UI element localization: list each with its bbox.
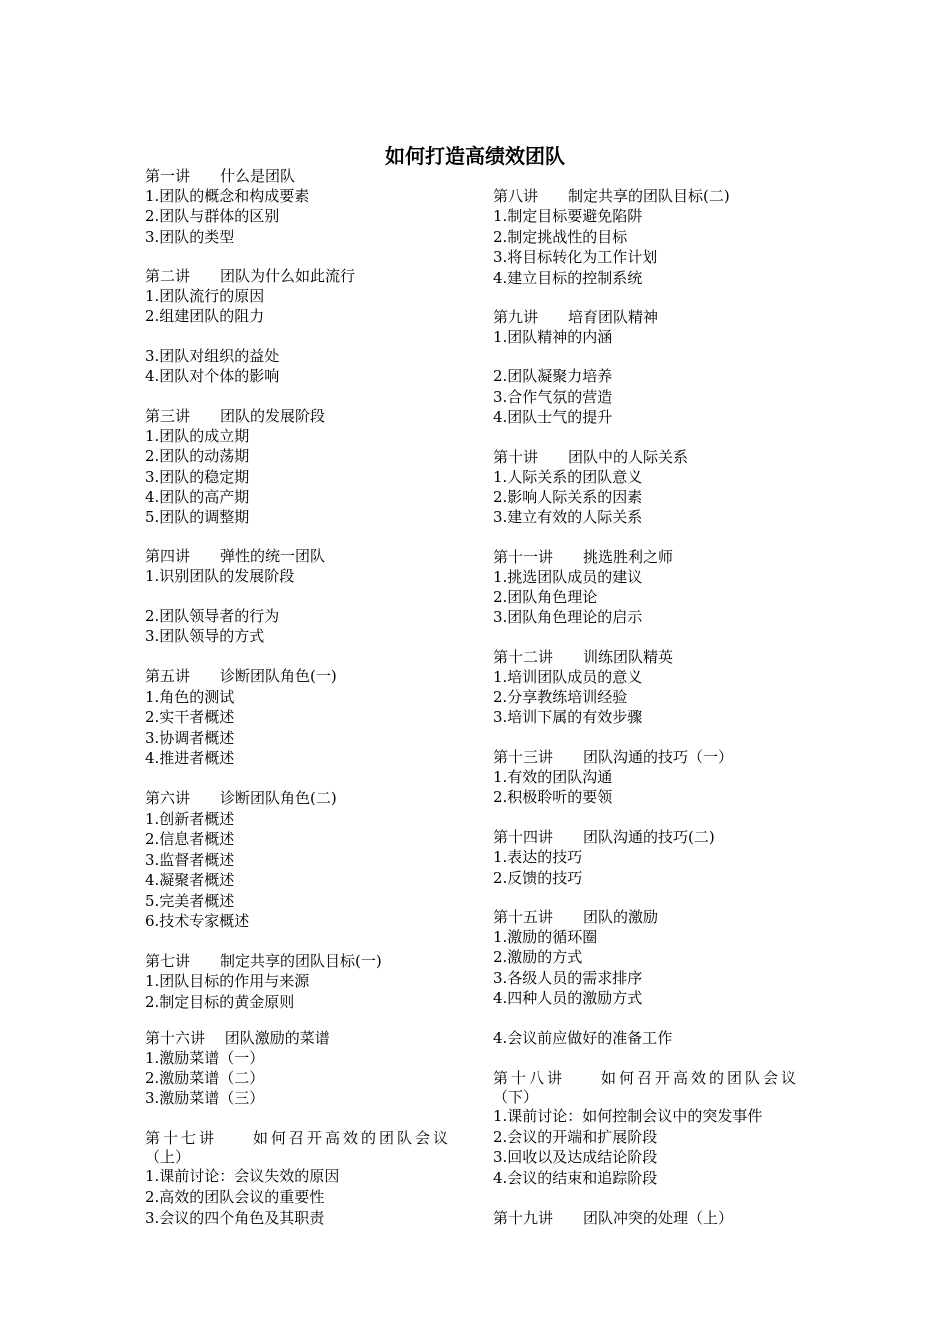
lecture-heading: 第七讲 制定共享的团队目标(一) — [145, 952, 382, 970]
list-item: 2.团队凝聚力培养 — [493, 367, 613, 385]
list-item: 3.将目标转化为工作计划 — [493, 248, 658, 266]
lecture-heading: 第十八讲 如何召开高效的团队会议 — [493, 1069, 800, 1087]
list-item: 1.识别团队的发展阶段 — [145, 567, 295, 585]
list-item: 4.四种人员的激励方式 — [493, 989, 643, 1007]
lecture-heading: 第六讲 诊断团队角色(二) — [145, 789, 337, 807]
list-item: 1.有效的团队沟通 — [493, 768, 613, 786]
list-item: 1.激励菜谱（一） — [145, 1049, 265, 1067]
list-item: 1.团队的成立期 — [145, 427, 250, 445]
lecture-heading: 第五讲 诊断团队角色(一) — [145, 667, 337, 685]
list-item: 1.培训团队成员的意义 — [493, 668, 643, 686]
list-item: 2.高效的团队会议的重要性 — [145, 1188, 325, 1206]
list-item: 1.制定目标要避免陷阱 — [493, 207, 643, 225]
list-item: 4.会议前应做好的准备工作 — [493, 1029, 673, 1047]
list-item: 2.实干者概述 — [145, 708, 235, 726]
lecture-heading: 第九讲 培育团队精神 — [493, 308, 659, 326]
list-item: 1.团队的概念和构成要素 — [145, 187, 310, 205]
list-item: 5.团队的调整期 — [145, 508, 250, 526]
lecture-heading: 第十九讲 团队冲突的处理（上） — [493, 1209, 734, 1227]
list-item: 3.回收以及达成结论阶段 — [493, 1148, 658, 1166]
list-item: 6.技术专家概述 — [145, 912, 250, 930]
list-item: 3.团队领导的方式 — [145, 627, 265, 645]
list-item: 2.组建团队的阻力 — [145, 307, 265, 325]
list-item: 1.团队流行的原因 — [145, 287, 265, 305]
list-item: 3.激励菜谱（三） — [145, 1089, 265, 1107]
lecture-heading: 第八讲 制定共享的团队目标(二) — [493, 187, 730, 205]
lecture-heading: 第十五讲 团队的激励 — [493, 908, 659, 926]
list-item: 3.团队角色理论的启示 — [493, 608, 643, 626]
list-item: 1.团队精神的内涵 — [493, 328, 613, 346]
lecture-heading-continued: （上） — [145, 1148, 191, 1166]
list-item: 3.监督者概述 — [145, 851, 235, 869]
list-item: 2.反馈的技巧 — [493, 869, 583, 887]
lecture-heading: 第十三讲 团队沟通的技巧（一） — [493, 748, 734, 766]
list-item: 3.协调者概述 — [145, 729, 235, 747]
lecture-heading: 第一讲 什么是团队 — [145, 167, 296, 185]
list-item: 2.积极聆听的要领 — [493, 788, 613, 806]
list-item: 1.课前讨论：会议失效的原因 — [145, 1167, 340, 1185]
list-item: 3.各级人员的需求排序 — [493, 969, 643, 987]
lecture-heading: 第十讲 团队中的人际关系 — [493, 448, 689, 466]
lecture-heading: 第十二讲 训练团队精英 — [493, 648, 674, 666]
list-item: 3.建立有效的人际关系 — [493, 508, 643, 526]
list-item: 1.表达的技巧 — [493, 848, 583, 866]
list-item: 4.团队的高产期 — [145, 488, 250, 506]
list-item: 1.课前讨论：如何控制会议中的突发事件 — [493, 1107, 763, 1125]
list-item: 3.合作气氛的营造 — [493, 388, 613, 406]
list-item: 3.会议的四个角色及其职责 — [145, 1209, 325, 1227]
list-item: 3.团队的稳定期 — [145, 468, 250, 486]
list-item: 2.制定挑战性的目标 — [493, 228, 628, 246]
list-item: 2.制定目标的黄金原则 — [145, 993, 295, 1011]
list-item: 1.角色的测试 — [145, 688, 235, 706]
list-item: 4.团队对个体的影响 — [145, 367, 280, 385]
list-item: 2.分享教练培训经验 — [493, 688, 628, 706]
list-item: 4.建立目标的控制系统 — [493, 269, 643, 287]
list-item: 4.会议的结束和追踪阶段 — [493, 1169, 658, 1187]
lecture-heading: 第十六讲 团队激励的菜谱 — [145, 1029, 330, 1047]
lecture-heading: 第十四讲 团队沟通的技巧(二) — [493, 828, 715, 846]
list-item: 1.创新者概述 — [145, 810, 235, 828]
list-item: 4.团队士气的提升 — [493, 408, 613, 426]
list-item: 1.挑选团队成员的建议 — [493, 568, 643, 586]
list-item: 2.影响人际关系的因素 — [493, 488, 643, 506]
document-title: 如何打造高绩效团队 — [385, 144, 565, 168]
list-item: 2.团队领导者的行为 — [145, 607, 280, 625]
list-item: 2.团队与群体的区别 — [145, 207, 280, 225]
list-item: 2.会议的开端和扩展阶段 — [493, 1128, 658, 1146]
list-item: 1.人际关系的团队意义 — [493, 468, 643, 486]
list-item: 2.团队角色理论 — [493, 588, 598, 606]
list-item: 1.团队目标的作用与来源 — [145, 972, 310, 990]
list-item: 3.团队的类型 — [145, 228, 235, 246]
lecture-heading: 第十七讲 如何召开高效的团队会议 — [145, 1129, 452, 1147]
list-item: 2.团队的动荡期 — [145, 447, 250, 465]
list-item: 3.培训下属的有效步骤 — [493, 708, 643, 726]
list-item: 2.信息者概述 — [145, 830, 235, 848]
lecture-heading: 第二讲 团队为什么如此流行 — [145, 267, 356, 285]
list-item: 2.激励菜谱（二） — [145, 1069, 265, 1087]
list-item: 4.凝聚者概述 — [145, 871, 235, 889]
list-item: 5.完美者概述 — [145, 892, 235, 910]
lecture-heading: 第四讲 弹性的统一团队 — [145, 547, 326, 565]
list-item: 3.团队对组织的益处 — [145, 347, 280, 365]
lecture-heading: 第十一讲 挑选胜利之师 — [493, 548, 674, 566]
lecture-heading: 第三讲 团队的发展阶段 — [145, 407, 326, 425]
list-item: 4.推进者概述 — [145, 749, 235, 767]
lecture-heading-continued: （下） — [493, 1088, 539, 1106]
list-item: 2.激励的方式 — [493, 948, 583, 966]
list-item: 1.激励的循环圈 — [493, 928, 598, 946]
